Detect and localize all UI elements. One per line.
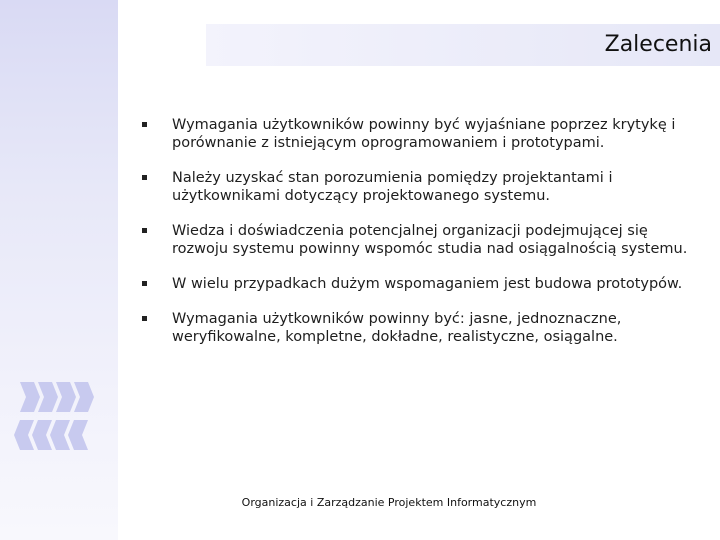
list-item (140, 275, 700, 293)
bullet-square-icon (142, 281, 147, 286)
list-item-text: Wymagania użytkowników powinny być wyjaśniane poprzez krytykę i porównanie z istniejącym oprogramowaniem i prototypami. (172, 117, 676, 151)
list-item (140, 222, 700, 258)
chevron-left-icon (14, 420, 88, 450)
chevron-right-icon (20, 382, 94, 412)
bullet-square-icon (142, 175, 147, 180)
bullet-square-icon (142, 228, 147, 233)
list-item-text: Należy uzyskać stan porozumienia pomiędzy projektantami i użytkownikami dotyczący projektowanego systemu. (172, 170, 613, 204)
title-bar (206, 24, 720, 66)
footer-text: Organizacja i Zarządzanie Projektem Informatycznym (241, 496, 537, 509)
list-item (140, 310, 700, 346)
list-item (140, 116, 700, 152)
list-item-text: W wielu przypadkach dużym wspomaganiem jest budowa prototypów. (172, 276, 683, 292)
bullet-list (140, 116, 700, 363)
bullet-square-icon (142, 122, 147, 127)
bullet-square-icon (142, 316, 147, 321)
sidebar-gradient (0, 0, 118, 540)
page-title: Zalecenia (604, 32, 712, 57)
list-item (140, 169, 700, 205)
list-item-text: Wymagania użytkowników powinny być: jasne, jednoznaczne, weryfikowalne, kompletne, dokładne, realistyczne, osiągalne. (172, 311, 622, 345)
list-item-text: Wiedza i doświadczenia potencjalnej organizacji podejmującej się rozwoju systemu powinny wspomóc studia nad osiągalnością systemu. (172, 223, 688, 257)
